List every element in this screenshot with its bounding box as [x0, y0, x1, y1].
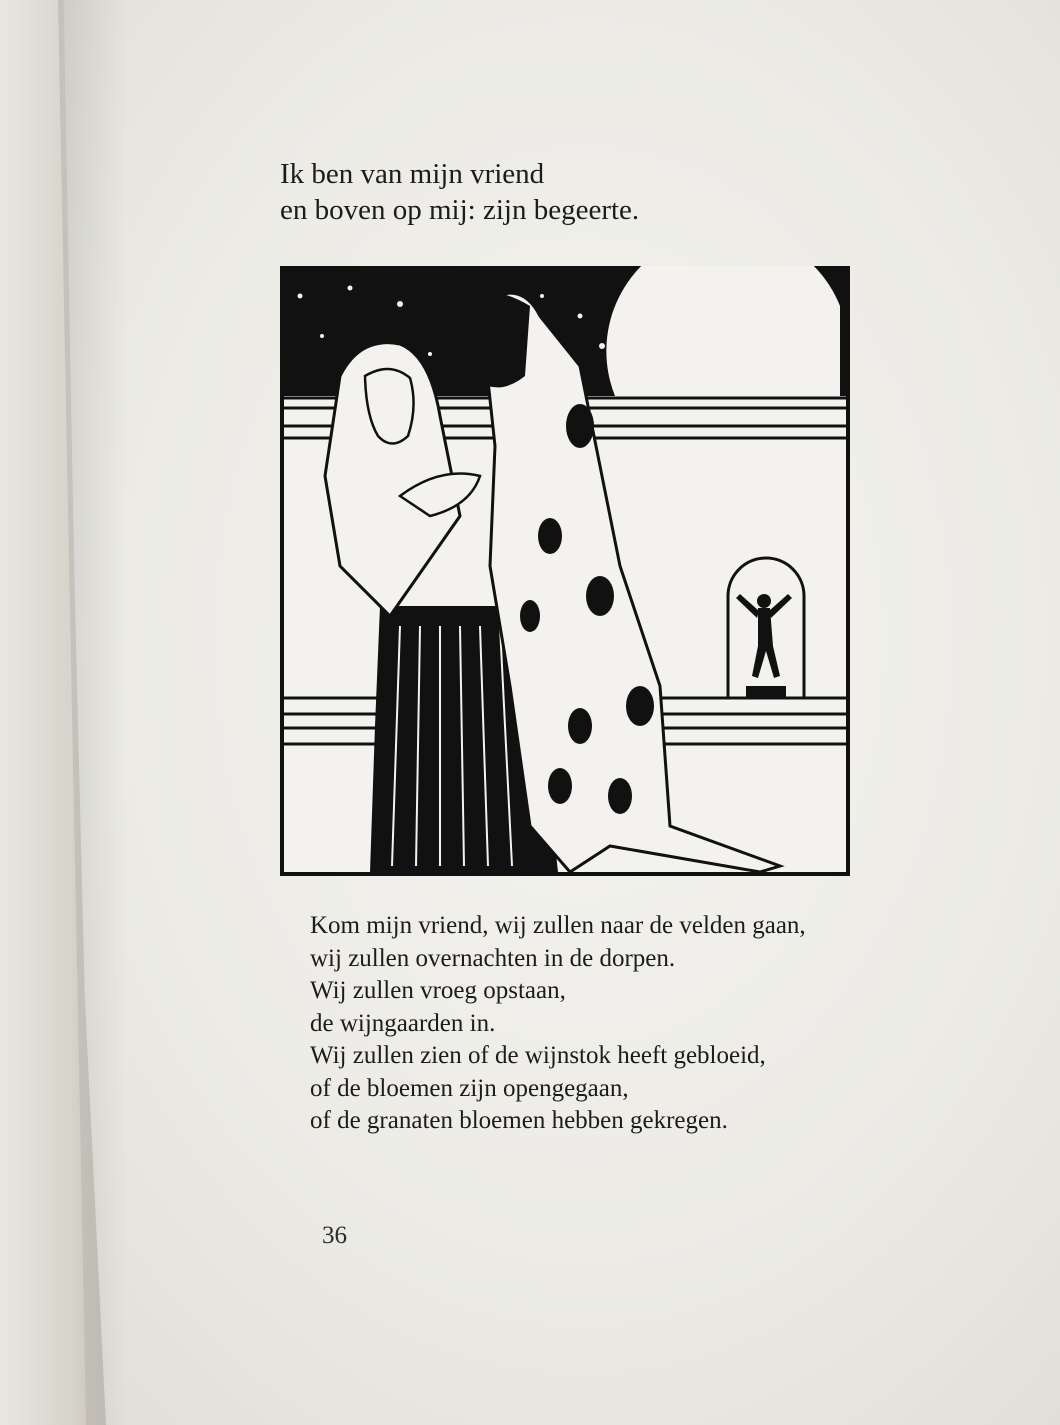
poem-line: wij zullen overnachten in de dorpen.: [310, 944, 676, 972]
poem-line: of de bloemen zijn opengegaan,: [310, 1074, 629, 1102]
poem: [310, 910, 806, 1138]
moon: [606, 266, 840, 396]
epigraph: [280, 156, 639, 228]
poem-line: Kom mijn vriend, wij zullen naar de velden gaan,: [310, 912, 806, 939]
poem-line: of de granaten bloemen hebben gekregen.: [310, 1107, 728, 1134]
poem-line: de wijngaarden in.: [310, 1009, 496, 1037]
poem-line: Wij zullen zien of de wijnstok heeft gebloeid,: [310, 1042, 766, 1069]
epigraph-line: Ik ben van mijn vriend: [280, 158, 545, 190]
epigraph-line: en boven op mij: zijn begeerte.: [280, 194, 640, 226]
woodcut-illustration: [280, 266, 850, 876]
poem-line: Wij zullen vroeg opstaan,: [310, 977, 566, 1004]
page-number: 36: [322, 1222, 347, 1249]
